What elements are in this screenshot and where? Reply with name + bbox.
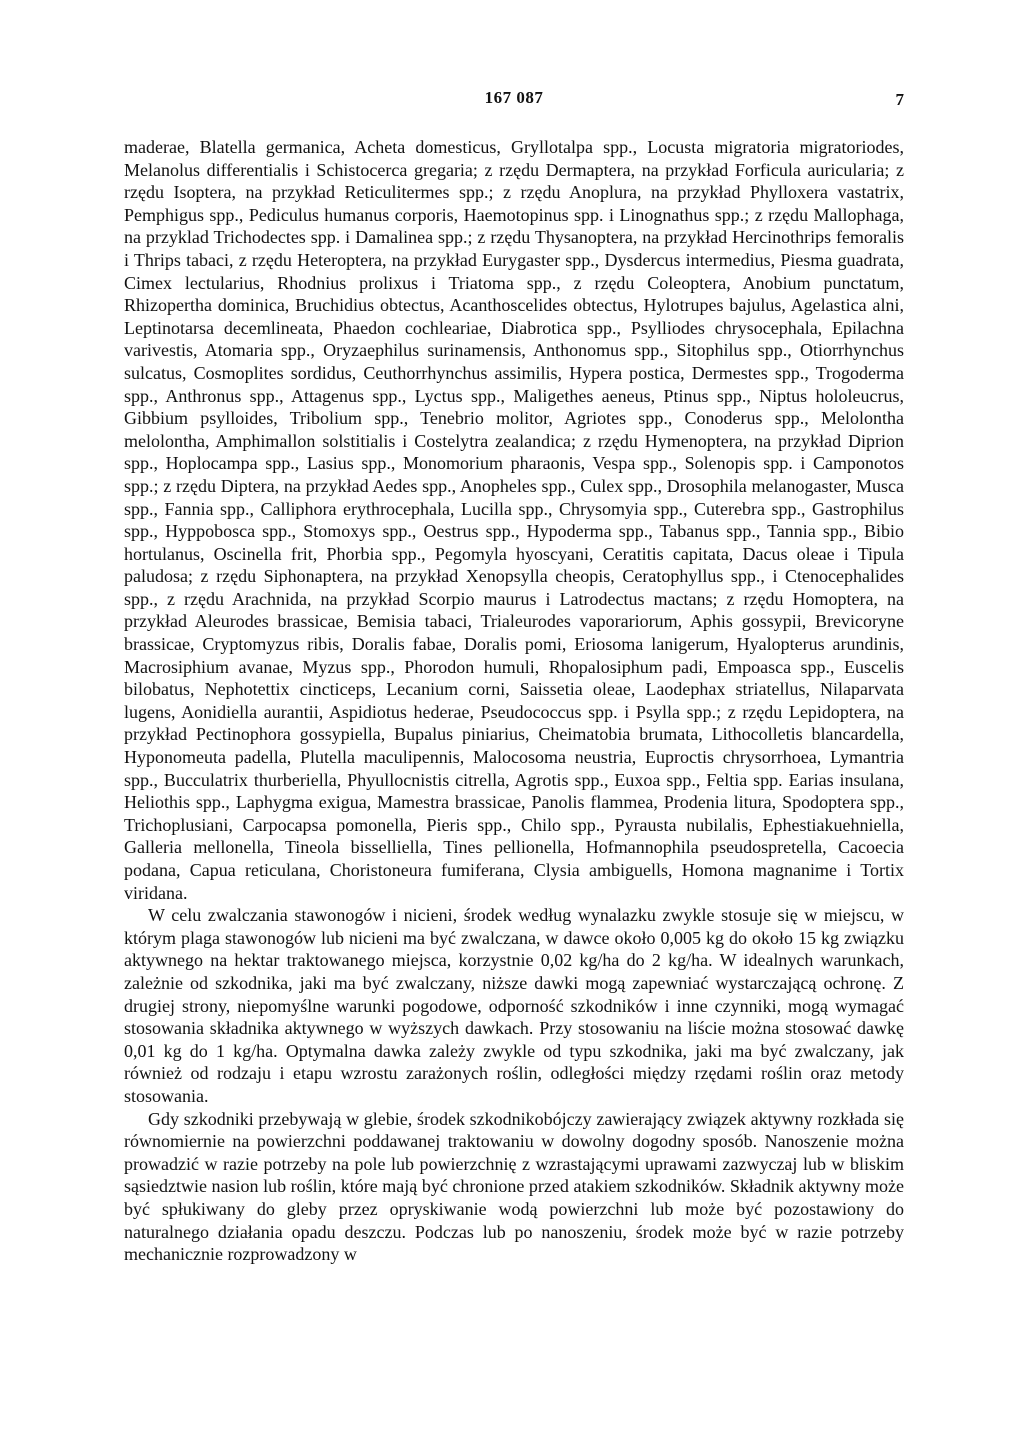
- body-text: [124, 136, 904, 1266]
- paragraph-soil-application: Gdy szkodniki przebywają w glebie, środek szkodnikobójczy zawierający związek aktywny rozkłada się równomiernie na powierzchni poddawanej traktowaniu w dowolny dogodny sposób. Nanoszenie można prowadzić w razie potrzeby na pole lub powierzchnię z wzrastającymi uprawami zazwyczaj lub w bliskim sąsiedztwie nasion lub roślin, które mają być chronione przed atakiem szkodników. Składnik aktywny może być spłukiwany do gleby przez opryskiwanie wodą powierzchni lub może być pozostawiony do naturalnego działania opadu deszczu. Podczas lub po nanoszeniu, środek może być w razie potrzeby mechanicznie rozprowadzony w: [124, 1108, 904, 1265]
- paragraph-dosage: W celu zwalczania stawonogów i nicieni, środek według wynalazku zwykle stosuje się w miejscu, w którym plaga stawonogów lub nicieni ma być zwalczana, w dawce około 0,005 kg do około 15 kg związku aktywnego na hektar traktowanego miejsca, korzystnie 0,02 kg/ha do 2 kg/ha. W idealnych warunkach, zależnie od szkodnika, jaki ma być zwalczany, niższe dawki mogą zapewniać wystarczającą ochronę. Z drugiej strony, niepomyślne warunki pogodowe, odporność szkodników i inne czynniki, mogą wymagać stosowania składnika aktywnego w wyższych dawkach. Przy stosowaniu na liście można stosować dawkę 0,01 kg do 1 kg/ha. Optymalna dawka zależy zwykle od typu szkodnika, jaki ma być zwalczany, jak również od rodzaju i etapu wzrostu zarażonych roślin, odległości między rzędami roślin oraz metody stosowania.: [124, 905, 904, 1106]
- page-number: 7: [895, 90, 904, 109]
- document-code: 167 087: [484, 88, 544, 107]
- paragraph-species-list: maderae, Blatella germanica, Acheta domesticus, Gryllotalpa spp., Locusta migratoria migratoriodes, Melanolus differentialis i Schistocerca gregaria; z rzędu Dermaptera, na przykład Forficula auricularia; z rzędu Isoptera, na przykład Reticulitermes spp.; z rzędu Anoplura, na przykład Phylloxera vastatrix, Pemphigus spp., Pediculus humanus corporis, Haemotopinus spp. i Linognathus spp.; z rzędu Mallophaga, na przyklad Trichodectes spp. i Damalinea spp.; z rzędu Thysanoptera, na przykład Hercinothrips femoralis i Thrips tabaci, z rzędu Heteroptera, na przykład Eurygaster spp., Dysdercus intermedius, Piesma guadrata, Cimex lectularius, Rhodnius prolixus i Triatoma spp., z rzędu Coleoptera, Anobium punctatum, Rhizopertha dominica, Bruchidius obtectus, Acanthoscelides obtectus, Hylotrupes bajulus, Agelastica alni, Leptinotarsa decemlineata, Phaedon cochleariae, Diabrotica spp., Psylliodes chrysocephala, Epilachna varivestis, Atomaria spp., Oryzaephilus surinamensis, Anthonomus spp., Sitophilus spp., Otiorrhynchus sulcatus, Cosmoplites sordidus, Ceuthorrhynchus assimilis, Hypera postica, Dermestes spp., Trogoderma spp., Anthronus spp., Attagenus spp., Lyctus spp., Maligethes aeneus, Ptinus spp., Niptus hololeucrus, Gibbium psylloides, Tribolium spp., Tenebrio molitor, Agriotes spp., Conoderus spp., Melolontha melolontha, Amphimallon solstitialis i Costelytra zealandica; z rzędu Hymenoptera, na przykład Diprion spp., Hoplocampa spp., Lasius spp., Monomorium pharaonis, Vespa spp., Solenopis spp. i Camponotos spp.; z rzędu Diptera, na przykład Aedes spp., Anopheles spp., Culex spp., Drosophila melanogaster, Musca spp., Fannia spp., Calliphora erythrocephala, Lucilla spp., Chrysomyia spp., Cuterebra spp., Gastrophilus spp., Hyppobosca spp., Stomoxys spp., Oestrus spp., Hypoderma spp., Tabanus spp., Tannia spp., Bibio hortulanus, Oscinella frit, Phorbia spp., Pegomyla hyoscyani, Ceratitis capitata, Dacus oleae i Tipula paludosa; z rzędu Siphonaptera, na przykład Xenopsylla cheopis, Ceratophyllus spp., i Ctenocephalides spp., z rzędu Arachnida, na przykład Scorpio maurus i Latrodectus mactans; z rzędu Homoptera, na przykład Aleurodes brassicae, Bemisia tabaci, Trialeurodes vaporariorum, Aphis gossypii, Brevicoryne brassicae, Cryptomyzus ribis, Doralis fabae, Doralis pomi, Eriosoma lanigerum, Hyalopterus arundinis, Macrosiphium avanae, Myzus spp., Phorodon humuli, Rhopalosiphum padi, Empoasca spp., Euscelis bilobatus, Nephotettix cincticeps, Lecanium corni, Saissetia oleae, Laodephax striatellus, Nilaparvata lugens, Aonidiella aurantii, Aspidiotus hederae, Pseudococcus spp. i Psylla spp.; z rzędu Lepidoptera, na przykład Pectinophora gossypiella, Bupalus piniarius, Cheimatobia brumata, Lithocolletis blancardella, Hyponomeuta padella, Plutella maculipennis, Malocosoma neustria, Euproctis chrysorrhoea, Lymantria spp., Bucculatrix thurberiella, Phyullocnistis citrella, Agrotis spp., Euxoa spp., Feltia spp. Earias insulana, Heliothis spp., Laphygma exigua, Mamestra brassicae, Panolis flammea, Prodenia litura, Spodoptera spp., Trichoplusiani, Carpocapsa pomonella, Pieris spp., Chilo spp., Pyrausta nubilalis, Ephestiakuehniella, Galleria mellonella, Tineola bisselliella, Tines pellionella, Hofmannophila pseudospretella, Cacoecia podana, Capua reticulana, Choristoneura fumiferana, Clysia ambiguells, Homona magnanime i Tortix viridana.: [124, 137, 904, 903]
- page-header: [124, 88, 904, 112]
